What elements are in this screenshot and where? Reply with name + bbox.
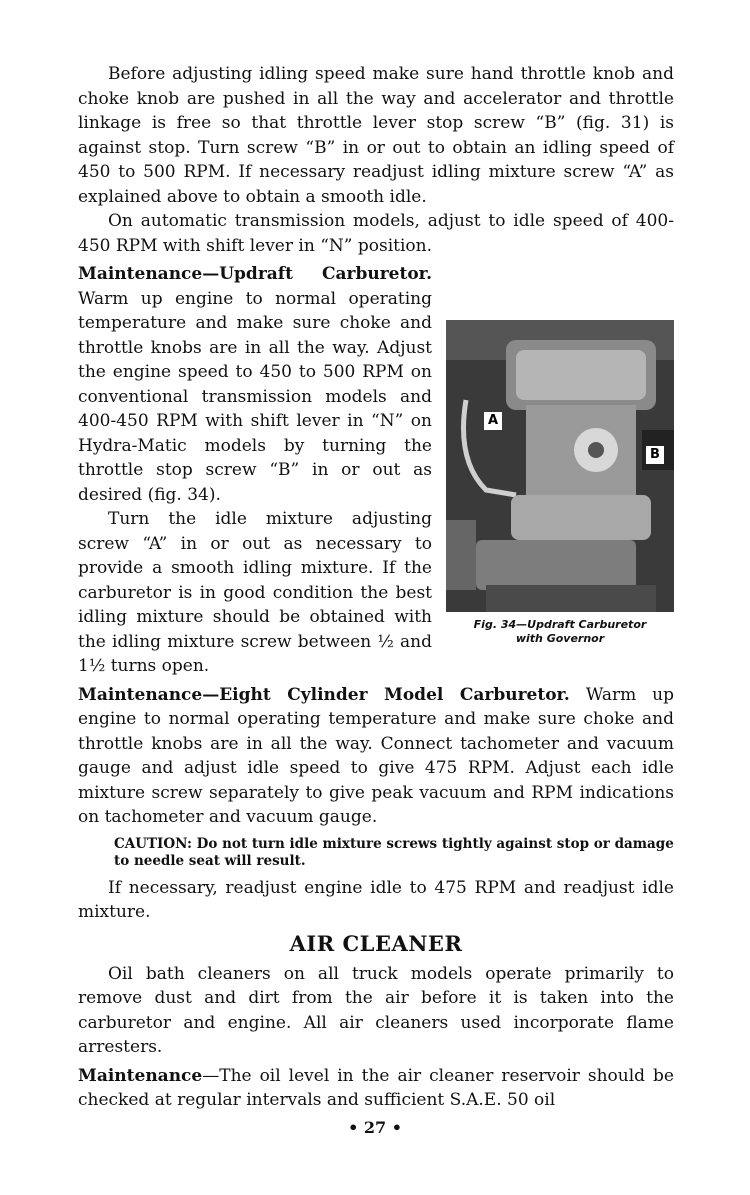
paragraph-eight-cylinder [78,683,674,830]
heading-eight-cylinder: Maintenance—Eight Cylinder Model Carburetor. [78,684,570,705]
section-heading-air-cleaner: AIR CLEANER [289,930,463,956]
paragraph-oil-bath: Oil bath cleaners on all truck models operate primarily to remove dust and dirt from the air before it is taken into the carburetor and engine. All air cleaners used incorporate flame arresters. [78,963,674,1057]
heading-updraft-carburetor: Maintenance—Updraft Carburetor. [78,264,432,284]
paragraph-automatic-transmission: On automatic transmission models, adjust to idle speed of 400-450 RPM with shift lever in “N” position. [78,211,674,256]
paragraph-air-maintenance [78,1064,674,1113]
figure-caption [446,618,674,646]
page-number: • 27 • [348,1118,402,1137]
figure-34 [446,320,674,646]
heading-air-maintenance: Maintenance [78,1065,203,1086]
callout-label-a: A [484,412,502,430]
updraft-text: Warm up engine to normal operating temperature and make sure choke and throttle knobs are in all the way. Adjust the engine speed to 450 to 500 RPM on conventional transmission models and 400-450 RPM with shift lever in “N” on Hydra-Matic models by turning the throttle stop screw “B” in or out as desired (fig. 34). [78,288,432,505]
carburetor-illustration [446,320,674,612]
text-column [78,62,674,1113]
eight-cylinder-text: Warm up engine to normal operating temperature and make sure choke and throttle knobs are in all the way. Connect tachometer and vacuum gauge and adjust idle speed to give 475 RPM. Adjust each idle mixture screw separately to give peak vacuum and RPM indications on tachometer and vacuum gauge. [78,684,674,827]
paragraph-idle-mixture: Turn the idle mixture adjusting screw “A” in or out as necessary to provide a smooth idling mixture. If the carburetor is in good condition the best idling mixture should be obtained with the idling mixture screw between ½ and 1½ turns open. [78,509,432,676]
paragraph-readjust: If necessary, readjust engine idle to 475 RPM and readjust idle mixture. [78,877,674,922]
air-maintenance-text: —The oil level in the air cleaner reservoir should be checked at regular intervals and sufficient S.A.E. 50 oil [78,1065,674,1110]
caption-line-1: Fig. 34—Updraft Carburetor [473,618,647,631]
carburetor-photo [446,320,674,612]
callout-label-b: B [646,446,664,464]
caution-note: CAUTION: Do not turn idle mixture screws tightly against stop or damage to needle seat will result. [114,835,674,869]
caption-line-2: with Governor [515,632,605,645]
updraft-section [78,262,674,679]
paragraph-idle-adjust: Before adjusting idling speed make sure hand throttle knob and choke knob are pushed in all the way and accelerator and throttle linkage is free so that throttle lever stop screw “B” (fig. 31) is against stop. Turn screw “B” in or out to obtain an idling speed of 450 to 500 RPM. If necessary readjust idling mixture screw “A” as explained above to obtain a smooth idle. [78,64,674,207]
